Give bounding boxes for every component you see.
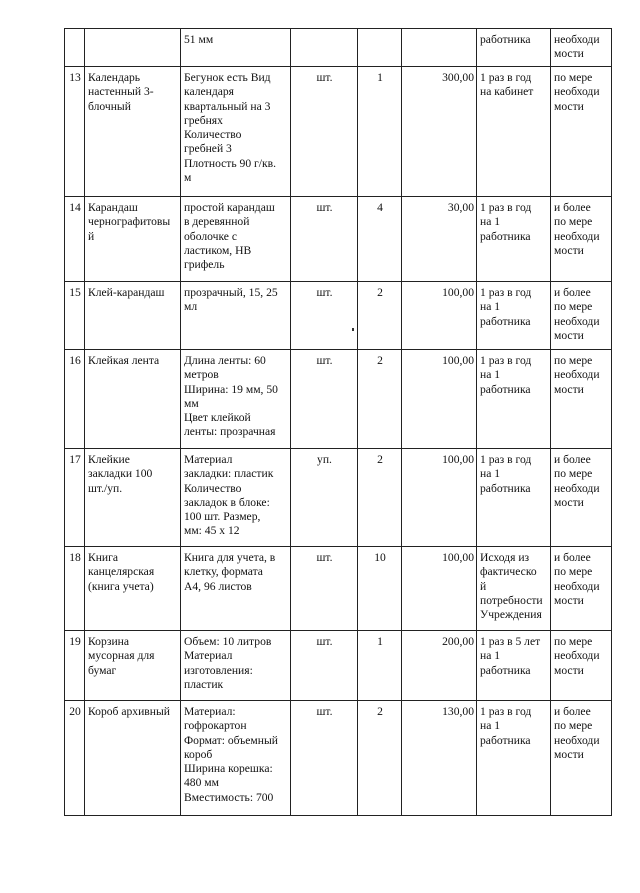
cell-usage-norm xyxy=(477,282,551,350)
cell-number-text: 13 xyxy=(69,71,81,84)
cell-price-text: 100,00 xyxy=(442,354,474,367)
cell-number xyxy=(65,449,85,547)
cell-number xyxy=(65,631,85,701)
cell-description-text: Материал: гофрокартон Формат: объемный короб Ширина корешка: 480 мм Вместимость: 700 xyxy=(184,705,278,804)
table-row xyxy=(65,547,612,631)
cell-quantity xyxy=(358,701,402,816)
cell-quantity xyxy=(358,631,402,701)
cell-quantity-text: 10 xyxy=(374,551,386,564)
cell-unit-text: шт. xyxy=(316,635,333,648)
cell-replacement-term xyxy=(551,282,612,350)
cell-unit xyxy=(291,449,358,547)
cell-quantity xyxy=(358,547,402,631)
cell-usage-norm-text: 1 раз в 5 лет на 1 работника xyxy=(480,635,541,677)
cell-number xyxy=(65,197,85,282)
cell-unit xyxy=(291,547,358,631)
cell-usage-norm-text: Исходя из фактическо й потребности Учреждения xyxy=(480,551,543,622)
cell-item-name-text: Карандаш чернографитовы й xyxy=(88,201,171,243)
cell-description-text: Объем: 10 литров Материал изготовления: пластик xyxy=(184,635,272,691)
cell-item-name xyxy=(85,29,181,67)
cell-description xyxy=(181,449,291,547)
cell-quantity xyxy=(358,282,402,350)
cell-unit xyxy=(291,282,358,350)
cell-quantity-text: 2 xyxy=(377,354,383,367)
cell-unit-text: шт. xyxy=(316,201,333,214)
cell-price xyxy=(402,67,477,197)
cell-item-name xyxy=(85,449,181,547)
cell-usage-norm-text: 1 раз в год на кабинет xyxy=(480,71,534,99)
cell-quantity-text: 1 xyxy=(377,635,383,648)
cell-item-name xyxy=(85,631,181,701)
cell-price xyxy=(402,701,477,816)
cell-number xyxy=(65,29,85,67)
cell-price xyxy=(402,547,477,631)
cell-item-name xyxy=(85,67,181,197)
cell-description-text: Длина ленты: 60 метров Ширина: 19 мм, 50 мм Цвет клейкой ленты: прозрачная xyxy=(184,354,278,439)
cell-usage-norm-text: 1 раз в год на 1 работника xyxy=(480,286,532,328)
cell-number xyxy=(65,547,85,631)
cell-description xyxy=(181,67,291,197)
cell-unit xyxy=(291,29,358,67)
cell-price-text: 130,00 xyxy=(442,705,474,718)
cell-replacement-term xyxy=(551,197,612,282)
scan-speck xyxy=(352,328,354,331)
cell-quantity xyxy=(358,67,402,197)
cell-unit xyxy=(291,350,358,449)
cell-description-text: прозрачный, 15, 25 мл xyxy=(184,286,278,314)
cell-number xyxy=(65,282,85,350)
cell-price-text: 200,00 xyxy=(442,635,474,648)
cell-price-text: 300,00 xyxy=(442,71,474,84)
cell-usage-norm xyxy=(477,197,551,282)
cell-description xyxy=(181,350,291,449)
cell-unit xyxy=(291,701,358,816)
table-row xyxy=(65,282,612,350)
cell-unit xyxy=(291,67,358,197)
supplies-norms-table xyxy=(64,28,612,816)
cell-number-text: 20 xyxy=(69,705,81,718)
cell-quantity xyxy=(358,350,402,449)
cell-item-name xyxy=(85,197,181,282)
cell-item-name-text: Корзина мусорная для бумаг xyxy=(88,635,155,677)
cell-unit-text: шт. xyxy=(316,354,333,367)
cell-description xyxy=(181,631,291,701)
cell-price-text: 30,00 xyxy=(447,201,474,214)
cell-replacement-term xyxy=(551,29,612,67)
cell-replacement-term xyxy=(551,547,612,631)
cell-unit-text: шт. xyxy=(316,705,333,718)
cell-replacement-term-text: и более по мере необходи мости xyxy=(554,453,600,509)
cell-price xyxy=(402,282,477,350)
cell-item-name xyxy=(85,350,181,449)
cell-unit-text: шт. xyxy=(316,71,333,84)
cell-number xyxy=(65,350,85,449)
cell-quantity-text: 1 xyxy=(377,71,383,84)
cell-item-name-text: Клей-карандаш xyxy=(88,286,165,299)
cell-usage-norm-text: работника xyxy=(480,33,531,46)
cell-number-text: 19 xyxy=(69,635,81,648)
table-row xyxy=(65,67,612,197)
cell-description-text: Материал закладки: пластик Количество закладок в блоке: 100 шт. Размер, мм: 45 х 12 xyxy=(184,453,274,538)
cell-quantity-text: 4 xyxy=(377,201,383,214)
cell-quantity-text: 2 xyxy=(377,453,383,466)
cell-description-text: простой карандаш в деревянной оболочке с ластиком, НВ грифель xyxy=(184,201,275,272)
cell-item-name xyxy=(85,282,181,350)
cell-quantity xyxy=(358,197,402,282)
cell-usage-norm xyxy=(477,29,551,67)
table-row xyxy=(65,449,612,547)
cell-replacement-term xyxy=(551,701,612,816)
cell-usage-norm xyxy=(477,449,551,547)
cell-usage-norm xyxy=(477,67,551,197)
cell-item-name-text: Клейкая лента xyxy=(88,354,160,367)
cell-description xyxy=(181,547,291,631)
cell-quantity-text: 2 xyxy=(377,286,383,299)
cell-unit xyxy=(291,631,358,701)
cell-usage-norm-text: 1 раз в год на 1 работника xyxy=(480,201,532,243)
cell-number-text: 17 xyxy=(69,453,81,466)
cell-quantity-text: 2 xyxy=(377,705,383,718)
cell-unit xyxy=(291,197,358,282)
cell-number xyxy=(65,701,85,816)
cell-usage-norm xyxy=(477,701,551,816)
cell-item-name xyxy=(85,547,181,631)
cell-replacement-term-text: и более по мере необходи мости xyxy=(554,705,600,761)
cell-unit-text: уп. xyxy=(317,453,332,466)
cell-item-name-text: Клейкие закладки 100 шт./уп. xyxy=(88,453,153,495)
cell-item-name-text: Книга канцелярская (книга учета) xyxy=(88,551,155,593)
cell-quantity xyxy=(358,449,402,547)
cell-item-name-text: Календарь настенный 3- блочный xyxy=(88,71,154,113)
table-row xyxy=(65,197,612,282)
cell-description xyxy=(181,701,291,816)
cell-item-name-text: Короб архивный xyxy=(88,705,170,718)
cell-usage-norm-text: 1 раз в год на 1 работника xyxy=(480,453,532,495)
cell-price xyxy=(402,631,477,701)
cell-description xyxy=(181,197,291,282)
cell-price-text: 100,00 xyxy=(442,286,474,299)
cell-quantity xyxy=(358,29,402,67)
cell-replacement-term-text: необходи мости xyxy=(554,33,600,61)
cell-usage-norm xyxy=(477,547,551,631)
cell-price-text: 100,00 xyxy=(442,551,474,564)
cell-price xyxy=(402,350,477,449)
cell-number xyxy=(65,67,85,197)
cell-replacement-term xyxy=(551,350,612,449)
cell-description-text: Бегунок есть Вид календаря квартальный на 3 гребнях Количество гребней 3 Плотность 90 г/кв. м xyxy=(184,71,277,185)
cell-replacement-term-text: и более по мере необходи мости xyxy=(554,286,600,342)
cell-price xyxy=(402,29,477,67)
table-row xyxy=(65,631,612,701)
cell-replacement-term-text: по мере необходи мости xyxy=(554,71,600,113)
cell-replacement-term xyxy=(551,67,612,197)
cell-price-text: 100,00 xyxy=(442,453,474,466)
cell-description xyxy=(181,282,291,350)
cell-price xyxy=(402,449,477,547)
cell-usage-norm xyxy=(477,631,551,701)
table-body xyxy=(65,29,612,816)
cell-replacement-term-text: по мере необходи мости xyxy=(554,354,600,396)
cell-description-text: Книга для учета, в клетку, формата А4, 96 листов xyxy=(184,551,276,593)
cell-usage-norm xyxy=(477,350,551,449)
table-row xyxy=(65,350,612,449)
cell-replacement-term-text: по мере необходи мости xyxy=(554,635,600,677)
cell-unit-text: шт. xyxy=(316,551,333,564)
cell-replacement-term xyxy=(551,449,612,547)
cell-unit-text: шт. xyxy=(316,286,333,299)
cell-number-text: 14 xyxy=(69,201,81,214)
cell-number-text: 18 xyxy=(69,551,81,564)
cell-replacement-term-text: и более по мере необходи мости xyxy=(554,551,600,607)
cell-item-name xyxy=(85,701,181,816)
cell-description-text: 51 мм xyxy=(184,33,214,46)
cell-usage-norm-text: 1 раз в год на 1 работника xyxy=(480,354,532,396)
table-row-continuation xyxy=(65,29,612,67)
cell-replacement-term xyxy=(551,631,612,701)
cell-number-text: 15 xyxy=(69,286,81,299)
cell-usage-norm-text: 1 раз в год на 1 работника xyxy=(480,705,532,747)
cell-number-text: 16 xyxy=(69,354,81,367)
cell-description xyxy=(181,29,291,67)
cell-replacement-term-text: и более по мере необходи мости xyxy=(554,201,600,257)
cell-price xyxy=(402,197,477,282)
table-row xyxy=(65,701,612,816)
